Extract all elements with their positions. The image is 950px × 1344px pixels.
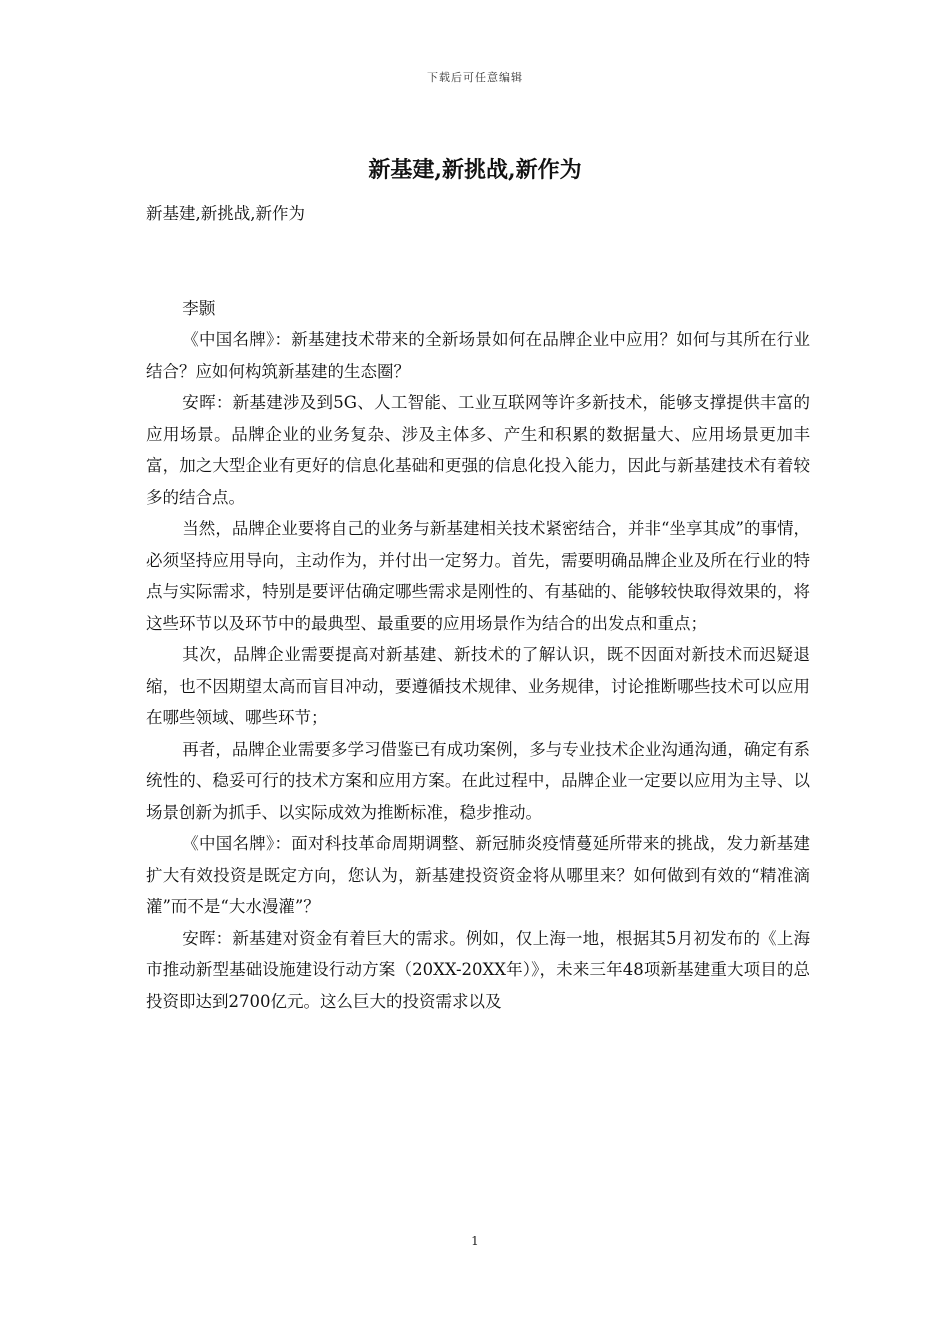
paragraph: 其次，品牌企业需要提高对新基建、新技术的了解认识，既不因面对新技术而迟疑退缩，也不因期望太高而盲目冲动，要遵循技术规律、业务规律，讨论推断哪些技术可以应用在哪些领域、哪些环节；	[146, 645, 810, 727]
page-number: 1	[471, 1234, 479, 1248]
document-body	[146, 198, 810, 1017]
document-title: 新基建,新挑战,新作为	[368, 157, 582, 183]
blank-gap	[146, 230, 810, 293]
paragraph: 《中国名牌》：面对科技革命周期调整、新冠肺炎疫情蔓延所带来的挑战，发力新基建扩大有效投资是既定方向，您认为，新基建投资资金将从哪里来？如何做到有效的“精准滴灌”而不是“大水漫灌”？	[146, 834, 810, 916]
paragraph: 当然，品牌企业要将自己的业务与新基建相关技术紧密结合，并非“坐享其成”的事情，必须坚持应用导向，主动作为，并付出一定努力。首先，需要明确品牌企业及所在行业的特点与实际需求，特别是要评估确定哪些需求是刚性的、有基础的、能够较快取得效果的，将这些环节以及环节中的最典型、最重要的应用场景作为结合的出发点和重点；	[146, 519, 810, 633]
paragraph: 安晖：新基建涉及到5G、人工智能、工业互联网等许多新技术，能够支撑提供丰富的应用场景。品牌企业的业务复杂、涉及主体多、产生和积累的数据量大、应用场景更加丰富，加之大型企业有更好的信息化基础和更强的信息化投入能力，因此与新基建技术有着较多的结合点。	[146, 393, 810, 507]
paragraph: 再者，品牌企业需要多学习借鉴已有成功案例，多与专业技术企业沟通沟通，确定有系统性的、稳妥可行的技术方案和应用方案。在此过程中，品牌企业一定要以应用为主导、以场景创新为抓手、以实际成效为推断标准，稳步推动。	[146, 739, 810, 822]
header-note: 下载后可任意编辑	[427, 71, 523, 84]
author-name: 李颢	[182, 298, 216, 318]
document-subtitle: 新基建,新挑战,新作为	[146, 204, 305, 223]
paragraph: 《中国名牌》：新基建技术带来的全新场景如何在品牌企业中应用？如何与其所在行业结合？应如何构筑新基建的生态圈？	[146, 330, 810, 381]
paragraph: 安晖：新基建对资金有着巨大的需求。例如，仅上海一地，根据其5月初发布的《上海市推动新型基础设施建设行动方案（20XX-20XX年）》，未来三年48项新基建重大项目的总投资即达到2700亿元。这么巨大的投资需求以及	[146, 928, 810, 1011]
